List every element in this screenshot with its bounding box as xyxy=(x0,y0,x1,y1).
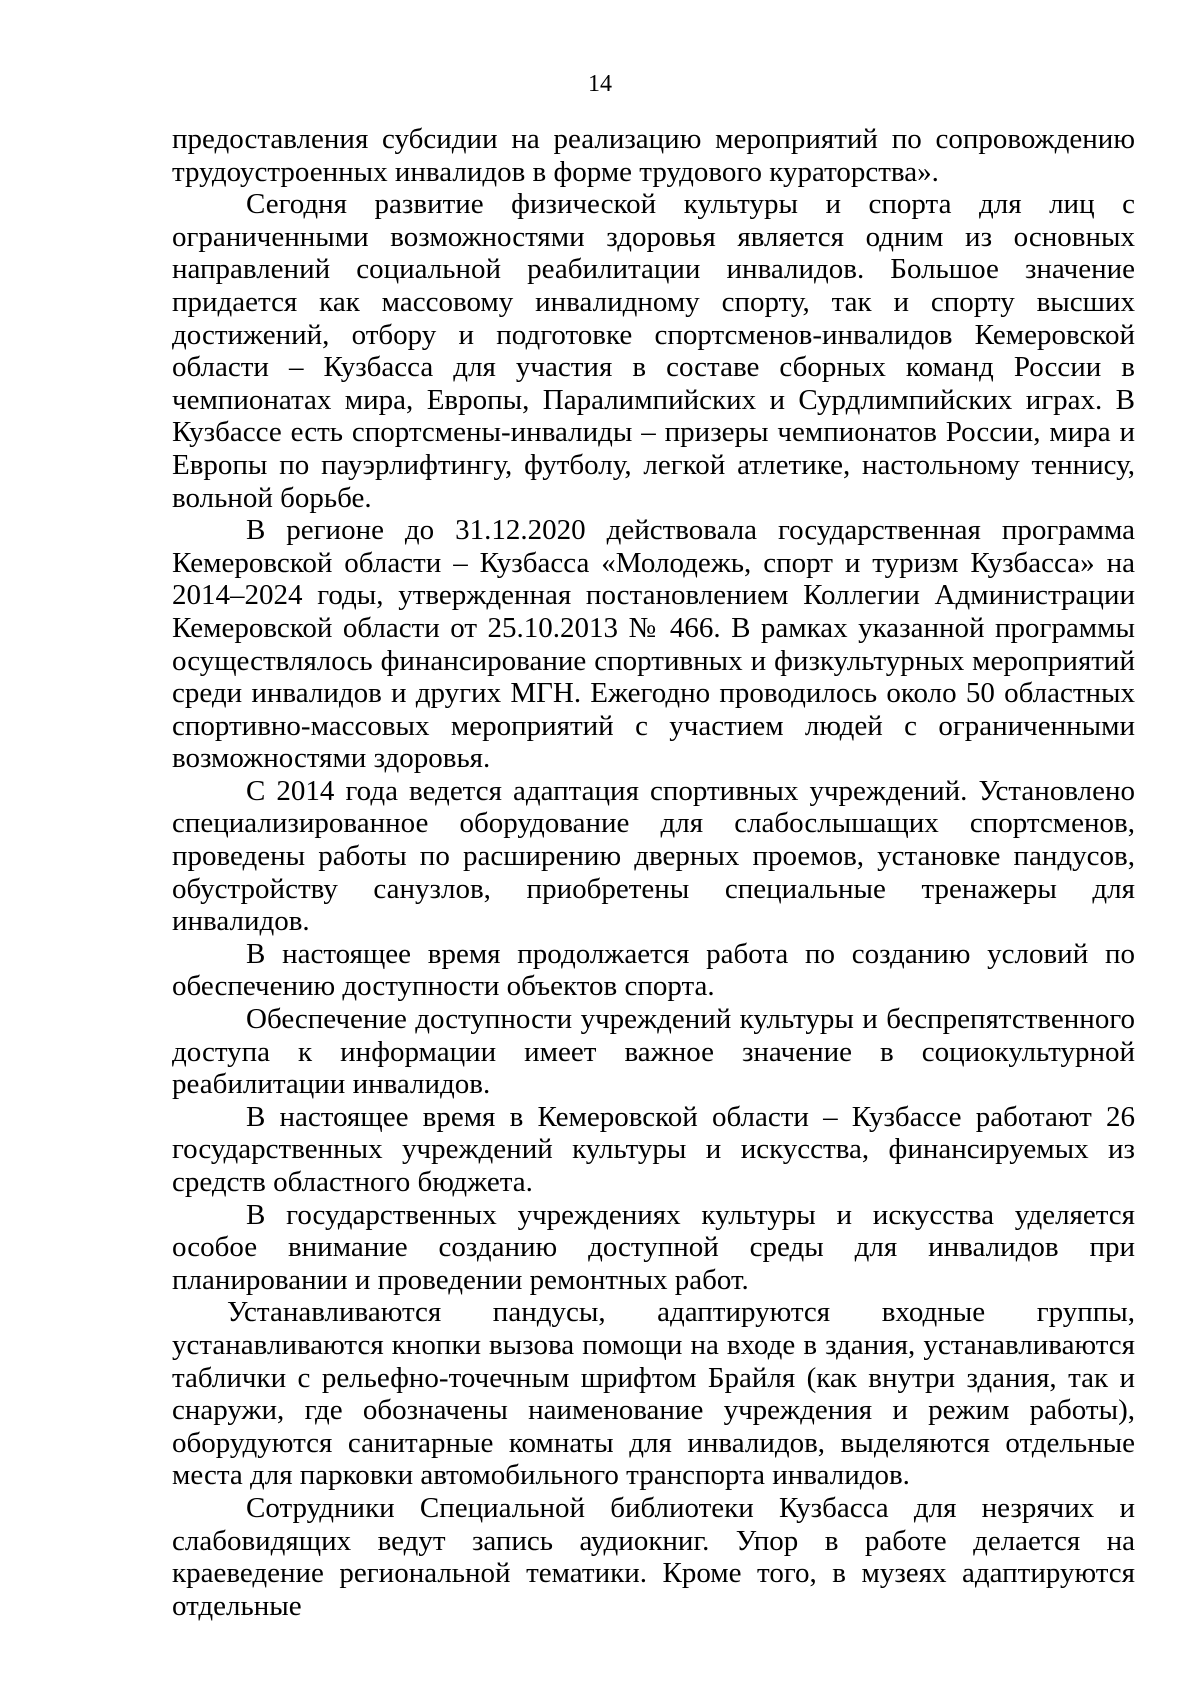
paragraph-culture-institutions: В настоящее время в Кемеровской области – Кузбассе работают 26 государственных учреждений культуры и искусства, финансируемых из средств областного бюджета. xyxy=(172,1100,1135,1198)
paragraph-state-program: В регионе до 31.12.2020 действовала государственная программа Кемеровской области – Кузбасса «Молодежь, спорт и туризм Кузбасса» на 2014–2024 годы, утвержденная постановлением Коллегии Администрации Кемеровской области от 25.10.2013 № 466. В рамках указанной программы осуществлялось финансирование спортивных и физкультурных мероприятий среди инвалидов и других МГН. Ежегодно проводилось около 50 областных спортивно-массовых мероприятий с участием людей с ограниченными возможностями здоровья. xyxy=(172,514,1135,775)
paragraph-library-audiobooks: Сотрудники Специальной библиотеки Кузбасса для незрячих и слабовидящих ведут запись аудиокниг. Упор в работе делается на краеведение региональной тематики. Кроме того, в музеях адаптируются отдельные xyxy=(172,1491,1135,1622)
paragraph-culture-accessibility: Обеспечение доступности учреждений культуры и беспрепятственного доступа к информации имеет важное значение в социокультурной реабилитации инвалидов. xyxy=(172,1003,1135,1101)
paragraph-sport-development: Сегодня развитие физической культуры и спорта для лиц с ограниченными возможностями здоровья является одним из основных направлений социальной реабилитации инвалидов. Большое значение придается как массовому инвалидному спорту, так и спорту высших достижений, отбору и подготовке спортсменов-инвалидов Кемеровской области – Кузбасса для участия в составе сборных команд России в чемпионатах мира, Европы, Паралимпийских и Сурдлимпийских играх. В Кузбассе есть спортсмены-инвалиды – призеры чемпионатов России, мира и Европы по пауэрлифтингу, футболу, легкой атлетике, настольному теннису, вольной борьбе. xyxy=(172,188,1135,514)
paragraph-sport-accessibility: В настоящее время продолжается работа по созданию условий по обеспечению доступности объектов спорта. xyxy=(172,937,1135,1003)
page-number: 14 xyxy=(588,71,612,97)
document-body xyxy=(172,123,1135,1622)
paragraph-ramps-and-signs: Устанавливаются пандусы, адаптируются входные группы, устанавливаются кнопки вызова помощи на входе в здания, устанавливаются таблички с рельефно-точечным шрифтом Брайля (как внутри здания, так и снаружи, где обозначены наименование учреждения и режим работы), оборудуются санитарные комнаты для инвалидов, выделяются отдельные места для парковки автомобильного транспорта инвалидов. xyxy=(172,1296,1135,1492)
paragraph-continuation: предоставления субсидии на реализацию мероприятий по сопровождению трудоустроенных инвалидов в форме трудового кураторства». xyxy=(172,123,1135,188)
paragraph-sport-facilities-adaptation: С 2014 года ведется адаптация спортивных учреждений. Установлено специализированное оборудование для слабослышащих спортсменов, проведены работы по расширению дверных проемов, установке пандусов, обустройству санузлов, приобретены специальные тренажеры для инвалидов. xyxy=(172,774,1135,938)
paragraph-accessible-environment: В государственных учреждениях культуры и искусства уделяется особое внимание созданию доступной среды для инвалидов при планировании и проведении ремонтных работ. xyxy=(172,1198,1135,1296)
